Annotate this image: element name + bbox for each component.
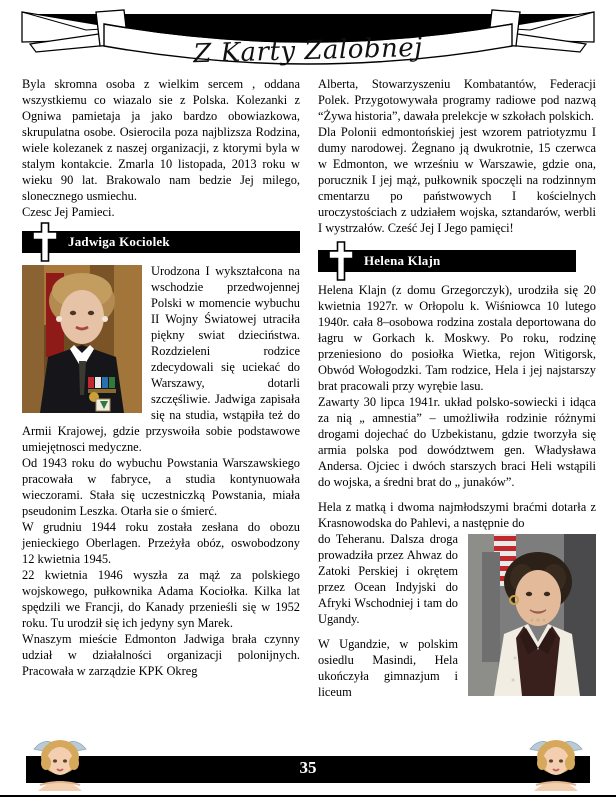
obituary-right-paragraph-5: W Ugandzie, w polskim osiedlu Masindi, Hela ukończyła gimnazjum i liceum (318, 637, 458, 699)
portrait-jadwiga-kociolek (22, 265, 142, 413)
intro-right-paragraph-2: Dla Polonii edmontońskiej jest wzorem patriotyzmu I dumy narodowej. Żegnano ją dwukrotnie, 15 czerwca w Edmonton, we wrześniu w Warszawie, gdzie ona, porucznik I jej mąż, pułkownik spoczęli na rodzinnym cmentarzu po państwowych I kościelnych uroczystościach z udziałem wojska, sztandarów, werbli I wystrzałów. Cześć Jej I Jego pamięci! (318, 125, 596, 235)
cherub-angel-icon (524, 733, 588, 795)
obituary-left-name: Jadwiga Kociolek (68, 234, 170, 249)
obituary-right-name: Helena Klajn (364, 253, 441, 268)
cherub-angel-icon (28, 733, 92, 795)
obituary-right-paragraph-2: Zawarty 30 lipca 1941r. układ polsko-sowiecki i idąca za nią „ amnestia” – umożliwiła rodzinie różnymi drogami dojechać do Uzbekistanu, gdzie tworzyła się armia polska pod dowództwem gen. Władysława Andersa. Ojciec i dwóch starszych braci Heli wstąpili do wojska, a średni brat do „ junaków”. (318, 395, 596, 489)
portrait-helena-klajn (468, 534, 596, 696)
banner-ribbon-graphic (0, 0, 616, 72)
masthead-banner (0, 0, 616, 72)
latin-cross-icon (32, 222, 58, 262)
obituary-right-name-bar (318, 250, 576, 272)
left-column (22, 76, 300, 700)
obituary-right-photo (468, 534, 596, 696)
obituary-right-paragraph-3: Hela z matką i dwoma najmłodszymi braćmi dotarła z Krasnowodska do Pahlevi, a następnie do (318, 500, 596, 530)
latin-cross-icon (328, 241, 354, 281)
obituary-right-paragraph-1: Helena Klajn (z domu Grzegorczyk), urodziła się 20 kwietnia 1927r. w Orłopolu k. Wiśniowca 10 lutego 1940r. cała 8–osobowa rodzina zostala deportowana do łagru w Gorkach k. Moskwy. Po roku, rodzinę przeniesiono do posiołka Wietka, rejon Witigorsk, Obwód Wołogodzki. Tam rodzice, Hela i jej najstarszy brat pracowali przy wyrębie lasu. (318, 283, 596, 393)
obituary-left-paragraph-3: W grudniu 1944 roku została zesłana do obozu jenieckiego Oberlagen. Przeżyła obóz, oswobodzony 12 kwietnia 1945. (22, 520, 300, 566)
obituary-left-name-bar (22, 231, 300, 253)
content-columns (22, 76, 596, 700)
masthead-title: Z Karty Zalobnej (192, 32, 424, 70)
obituary-left-paragraph-2: Od 1943 roku do wybuchu Powstania Warszawskiego pracowała w fabryce, a studia kontynuowała wieczorami. Stała się uczestniczką Powstania, miała pseudonim Leszka. Otarła sie o śmierć. (22, 456, 300, 518)
page-footer (0, 728, 616, 800)
page-number: 35 (299, 758, 317, 777)
right-column (318, 76, 596, 700)
intro-right-paragraph-1: Alberta, Stowarzyszeniu Kombatantów, Federacji Polek. Przygotowywała programy radiowe pod nazwą “Żywa historia”, dawała prelekcje w szkołach polskich. (318, 77, 596, 123)
obituary-left-paragraph-4: 22 kwietnia 1946 wyszła za mąż za polskiego wojskowego, pułkownika Adama Kociołka. Kilka lat spędzili we Francji, do Kanady przenieśli się w 1952 roku. Tu urodził się ich jedyny syn Marek. (22, 568, 300, 630)
intro-left-paragraph: Byla skromna osoba z wielkim sercem , oddana wszystkiemu co wiazalo sie z Polska. Kolezanki z Ogniwa pamietaja ja jako bardzo obowiazkowa, skrupulatna osobe. Osierocila poza najblizsza Rodzina, wiele kolezanek z naszej organizacji, z ktorymi byla w stalym kontakcie. Zmarla 10 listopada, 2013 roku w wieku 90 lat. Brakowalo nam bedzie Jej milego, slonecznego usmiechu. (22, 77, 300, 203)
footer-rule (0, 795, 616, 797)
obituary-left-paragraph-5: Wnaszym mieście Edmonton Jadwiga brała czynny udział w działalności organizacji polonijnych. Pracowała w zarządzie KPK Okreg (22, 632, 300, 678)
obituary-left-paragraph-1: Urodzona I wykształcona na wschodzie przedwojennej Polski w momencie wybuchu II Wojny Światowej utraciła piękny swiat dzieciństwa. Rozdzieleni rodzice zdecydowali się uciekać do Warszawy, dotarli szczęśliwie. Jadwiga zapisała się na studia, wstąpiła też do Armii Krajowej, gdzie przyswoiła sobie podstawowe umiejętnosci medyczne. (22, 264, 300, 454)
obituary-left-photo (22, 265, 142, 413)
obituary-right-paragraph-4: do Teheranu. Dalsza droga prowadziła przez Ahwaz do Zatoki Perskiej i okrętem przez Ocean Indyjski do Afryki Wschodniej i tam do Ugandy. (318, 532, 458, 626)
intro-left-closing: Czesc Jej Pamieci. (22, 205, 115, 219)
